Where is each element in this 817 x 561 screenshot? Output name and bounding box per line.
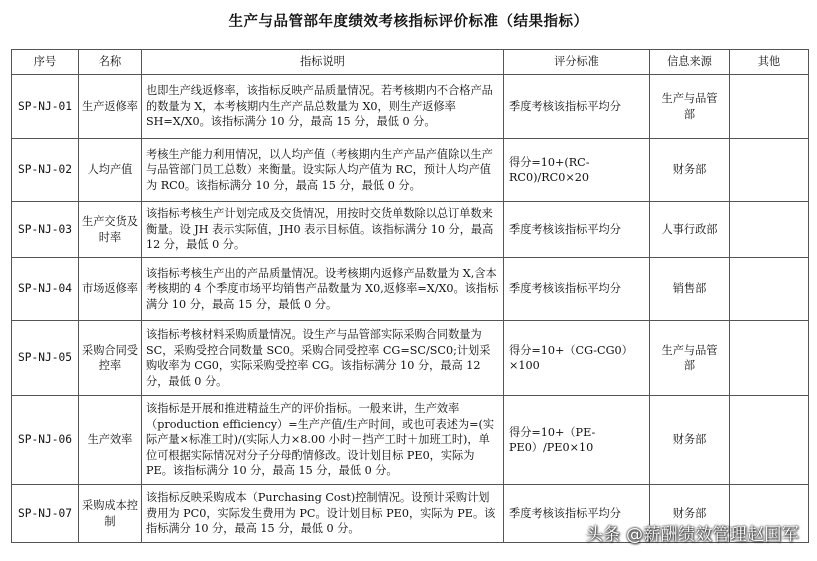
row-scoring-standard: 得分=10+（CG-CG0）×100 — [504, 321, 650, 396]
row-name: 采购成本控制 — [79, 485, 142, 543]
header-info-source: 信息来源 — [650, 50, 730, 75]
row-other — [730, 396, 809, 485]
row-name: 市场返修率 — [79, 258, 142, 321]
row-other — [730, 139, 809, 202]
table-row — [12, 75, 809, 139]
row-name: 采购合同受控率 — [79, 321, 142, 396]
row-id: SP-NJ-06 — [12, 396, 79, 485]
table-row — [12, 396, 809, 485]
row-info-source: 财务部 — [650, 139, 730, 202]
table-row — [12, 258, 809, 321]
row-name: 生产效率 — [79, 396, 142, 485]
row-scoring-standard: 季度考核该指标平均分 — [504, 202, 650, 258]
table-header-row — [12, 50, 809, 75]
header-name: 名称 — [79, 50, 142, 75]
row-name: 生产交货及时率 — [79, 202, 142, 258]
table-row — [12, 202, 809, 258]
row-other — [730, 202, 809, 258]
header-scoring-standard: 评分标准 — [504, 50, 650, 75]
table-row — [12, 321, 809, 396]
row-scoring-standard: 得分=10+(RC-RC0)/RC0×20 — [504, 139, 650, 202]
row-info-source: 销售部 — [650, 258, 730, 321]
kpi-table — [11, 49, 809, 543]
row-id: SP-NJ-07 — [12, 485, 79, 543]
row-id: SP-NJ-02 — [12, 139, 79, 202]
row-description: 该指标反映采购成本（Purchasing Cost)控制情况。设预计采购计划费用为 PC0，实际发生费用为 PC。设计划目标 PE0，实际为 PE。该指标满分 10 分，最高 15 分，最低 0 分。 — [142, 485, 504, 543]
row-scoring-standard: 得分=10+（PE-PE0）/PE0×10 — [504, 396, 650, 485]
row-name: 生产返修率 — [79, 75, 142, 139]
header-description: 指标说明 — [142, 50, 504, 75]
row-id: SP-NJ-01 — [12, 75, 79, 139]
row-info-source: 财务部 — [650, 485, 730, 543]
row-id: SP-NJ-04 — [12, 258, 79, 321]
row-description: 该指标是开展和推进精益生产的评价指标。一般来讲，生产效率（production efficiency）=生产产值/生产时间，或也可表述为=(实际产量×标准工时)/(实际人力×8.00 小时－挡产工时＋加班工时)，单位可根据实际情况对分子分母酌情修改。设计划目标 PE0，实际为 PE。该指标满分 10 分，最高 15 分，最低 0 分。 — [142, 396, 504, 485]
row-id: SP-NJ-03 — [12, 202, 79, 258]
row-info-source: 生产与品管部 — [650, 75, 730, 139]
watermark: 头条 @薪酬绩效管理赵国军 — [585, 525, 799, 545]
row-description: 该指标考核生产计划完成及交货情况，用按时交货单数除以总订单数来衡量。设 JH 表示实际值，JH0 表示目标值。该指标满分 10 分，最高 12 分，最低 0 分。 — [142, 202, 504, 258]
row-scoring-standard: 季度考核该指标平均分 — [504, 75, 650, 139]
row-description: 该指标考核生产出的产品质量情况。设考核期内返修产品数量为 X,含本考核期的 4 个季度市场平均销售产品数量为 X0,返修率=X/X0。该指标满分 10 分，最高 15 分，最低 0 分。 — [142, 258, 504, 321]
row-scoring-standard: 季度考核该指标平均分 — [504, 258, 650, 321]
row-description: 也即生产线返修率，该指标反映产品质量情况。若考核期内不合格产品的数量为 X，本考核期内生产产品总数量为 X0，则生产返修率 SH=X/X0。该指标满分 10 分，最高 15 分，最低 0 分。 — [142, 75, 504, 139]
row-info-source: 财务部 — [650, 396, 730, 485]
row-description: 考核生产能力利用情况，以人均产值（考核期内生产产品产值除以生产与品管部门员工总数）来衡量。设实际人均产值为 RC，预计人均产值为 RC0。该指标满分 10 分，最高 15 分，最低 0 分。 — [142, 139, 504, 202]
header-index: 序号 — [12, 50, 79, 75]
table-row — [12, 139, 809, 202]
document-title: 生产与品管部年度绩效考核指标评价标准（结果指标） — [228, 14, 589, 30]
row-name: 人均产值 — [79, 139, 142, 202]
header-other: 其他 — [730, 50, 809, 75]
row-info-source: 生产与品管部 — [650, 321, 730, 396]
row-info-source: 人事行政部 — [650, 202, 730, 258]
row-other — [730, 258, 809, 321]
row-other — [730, 321, 809, 396]
row-id: SP-NJ-05 — [12, 321, 79, 396]
row-other — [730, 75, 809, 139]
row-scoring-standard: 季度考核该指标平均分 — [504, 485, 650, 543]
row-description: 该指标考核材料采购质量情况。设生产与品管部实际采购合同数量为 SC，采购受控合同数量 SC0。采购合同受控率 CG=SC/SC0;计划采购收率为 CG0，实际采购受控率 CG。该指标满分 10 分，最高 12 分，最低 0 分。 — [142, 321, 504, 396]
